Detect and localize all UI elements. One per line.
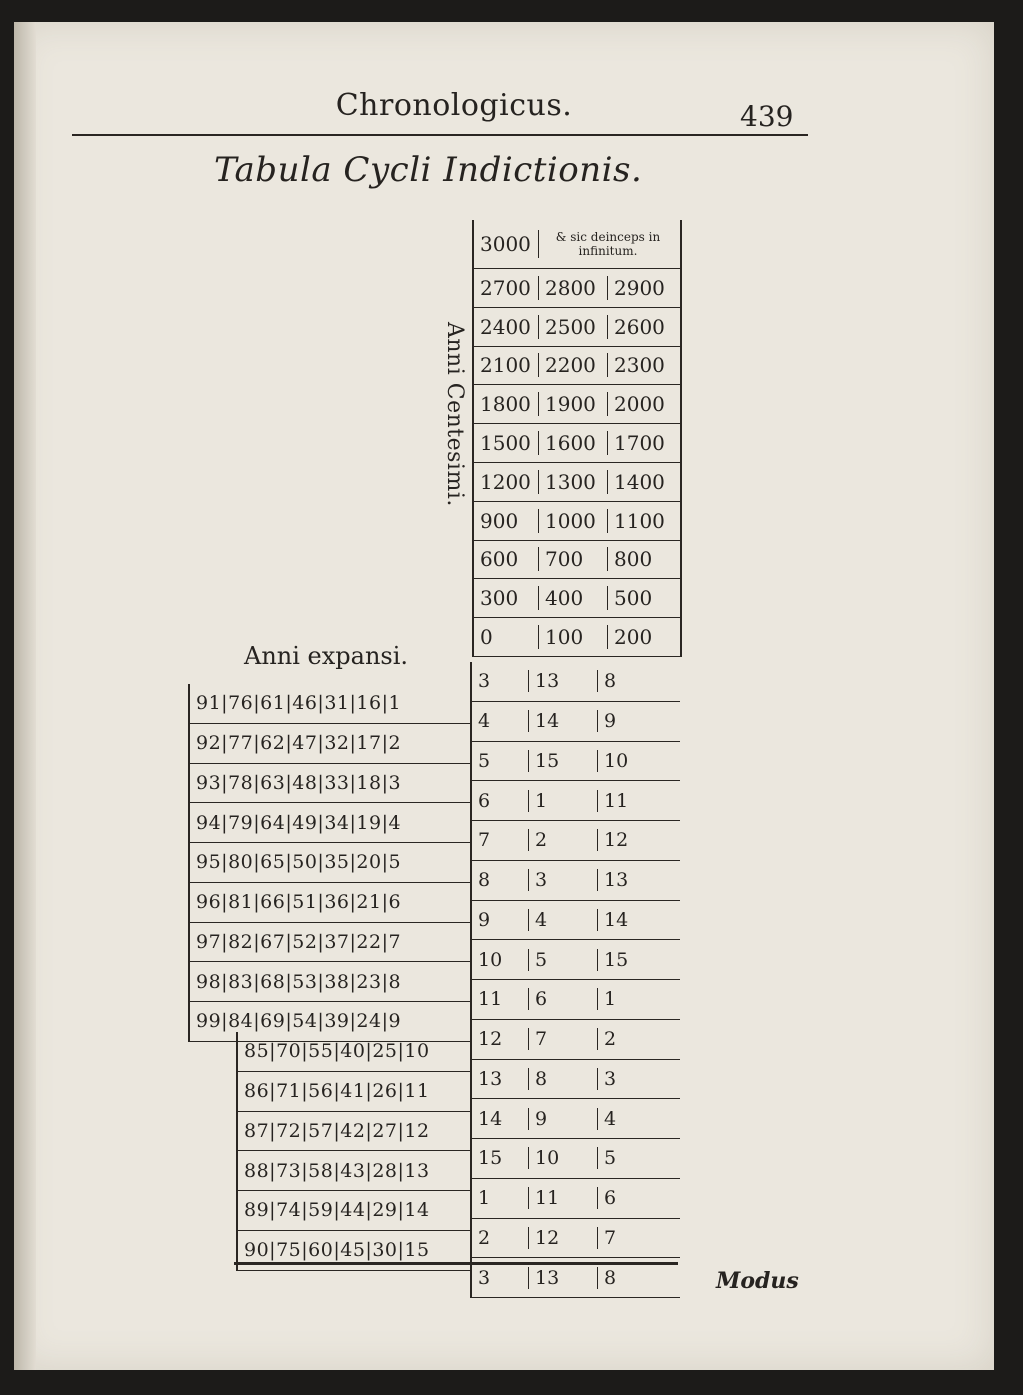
book-page [14,22,994,1370]
indiction-cell: 10 [597,750,670,772]
centesimi-cell: 1900 [538,392,607,416]
centesimi-cell: 1000 [538,509,607,533]
centesimi-cell: 900 [480,508,519,533]
indiction-cell: 11 [478,988,503,1011]
expansi-row: 94|79|64|49|34|19|4 [188,803,470,843]
indiction-cell: 8 [528,1068,597,1090]
centesimi-cell: 2300 [607,353,680,377]
indiction-row [472,1060,680,1100]
centesimi-cell: 800 [607,547,680,571]
centesimi-cell: 2000 [607,392,680,416]
centesimi-cell: 1400 [607,470,680,494]
centesimi-cell: 1700 [607,431,680,455]
indiction-cell: 1 [478,1187,491,1210]
centesimi-cell: 2900 [607,276,680,300]
centesimi-cell: 400 [538,586,607,610]
indiction-cell: 6 [597,1187,670,1209]
indiction-cell: 11 [597,790,670,812]
centesimi-cell: 600 [480,547,519,572]
table-title: Tabula Cycli Indictionis. [214,150,643,190]
indiction-row [472,901,680,941]
indiction-cell: 8 [597,670,670,692]
indiction-cell: 7 [478,829,491,852]
table-bottom-rule [234,1262,678,1265]
expansi-row: 96|81|66|51|36|21|6 [188,883,470,923]
indiction-row [472,980,680,1020]
centesimi-label: Anni Centesimi. [442,322,467,507]
expansi-row: 97|82|67|52|37|22|7 [188,923,470,963]
centesimi-row [474,579,680,618]
indiction-cell: 4 [597,1108,670,1130]
centesimi-row [474,385,680,424]
centesimi-first-row [474,220,680,269]
indiction-cell: 6 [478,789,491,812]
centesimi-cell: 2200 [538,353,607,377]
indiction-cell: 2 [478,1226,491,1249]
expansi-row: 98|83|68|53|38|23|8 [188,962,470,1002]
running-head: Chronologicus. [335,88,573,123]
centesimi-cell: 2400 [480,314,531,339]
centesimi-row [474,269,680,308]
indiction-cell: 4 [478,710,491,733]
header-rule [72,134,808,136]
catchword: Modus [716,1268,799,1294]
centesimi-cell: 0 [480,625,493,650]
indiction-cell: 5 [478,749,491,772]
indiction-cell: 10 [478,948,503,971]
centesimi-cell: 2600 [607,315,680,339]
indiction-row [472,1099,680,1139]
centesimi-cell: 1500 [480,431,531,456]
indiction-cell: 11 [528,1187,597,1209]
expansi-row: 87|72|57|42|27|12 [236,1112,470,1152]
indiction-cell: 1 [528,790,597,812]
centesimi-row [474,424,680,463]
centesimi-cell: 2500 [538,315,607,339]
indiction-cell: 8 [478,869,491,892]
expansi-row: 95|80|65|50|35|20|5 [188,843,470,883]
centesimi-cell: 200 [607,625,680,649]
indiction-row [472,781,680,821]
expansi-table-upper [188,684,470,1042]
centesimi-cell: 1800 [480,392,531,417]
indiction-cell: 14 [478,1107,503,1130]
indiction-row [472,940,680,980]
expansi-row: 91|76|61|46|31|16|1 [188,684,470,724]
indiction-cell: 4 [528,909,597,931]
indiction-cell: 14 [597,909,670,931]
indiction-cell: 9 [597,710,670,732]
expansi-row: 99|84|69|54|39|24|9 [188,1002,470,1042]
indiction-cell: 2 [597,1028,670,1050]
indiction-cell: 13 [478,1067,503,1090]
indiction-row [472,1139,680,1179]
expansi-row: 92|77|62|47|32|17|2 [188,724,470,764]
indiction-cell: 3 [597,1068,670,1090]
expansi-row: 89|74|59|44|29|14 [236,1191,470,1231]
indiction-row [472,702,680,742]
indiction-row [472,1219,680,1259]
indiction-row [472,821,680,861]
expansi-table-lower [236,1032,470,1271]
centesimi-cell: 300 [480,586,519,611]
centesimi-first-value: 3000 [480,232,531,256]
centesimi-cell: 2700 [480,275,531,300]
centesimi-row [474,463,680,502]
centesimi-row [474,308,680,347]
centesimi-row [474,502,680,541]
indiction-cell: 15 [528,750,597,772]
indiction-cell: 5 [528,949,597,971]
indiction-cell: 9 [528,1108,597,1130]
indiction-cell: 13 [528,670,597,692]
indiction-cell: 3 [478,670,491,693]
centesimi-cell: 500 [607,586,680,610]
expansi-row: 93|78|63|48|33|18|3 [188,764,470,804]
indiction-cell: 6 [528,988,597,1010]
indiction-cell: 2 [528,829,597,851]
centesimi-row [474,541,680,580]
indiction-cell: 12 [597,829,670,851]
indiction-row [472,1020,680,1060]
indiction-cell: 12 [528,1227,597,1249]
centesimi-cell: 700 [538,547,607,571]
indiction-cell: 1 [597,988,670,1010]
centesimi-cell: 1200 [480,469,531,494]
expansi-row: 86|71|56|41|26|11 [236,1072,470,1112]
expansi-label: Anni expansi. [244,642,409,670]
centesimi-table [472,220,682,657]
indiction-row [472,861,680,901]
indiction-cell: 7 [597,1227,670,1249]
indiction-cell: 15 [597,949,670,971]
centesimi-note: & sic deinceps in infinitum. [538,230,673,258]
indiction-cell: 3 [478,1266,491,1289]
centesimi-row [474,347,680,386]
indiction-cell: 13 [528,1267,597,1289]
indiction-cell: 5 [597,1147,670,1169]
centesimi-row [474,618,680,657]
indiction-cell: 12 [478,1028,503,1051]
indiction-cell: 15 [478,1147,503,1170]
centesimi-cell: 1300 [538,470,607,494]
indiction-cell: 7 [528,1028,597,1050]
indiction-cell: 10 [528,1147,597,1169]
expansi-row: 85|70|55|40|25|10 [236,1032,470,1072]
centesimi-cell: 2800 [538,276,607,300]
indiction-row [472,662,680,702]
indiction-cell: 14 [528,710,597,732]
expansi-row: 90|75|60|45|30|15 [236,1231,470,1271]
centesimi-cell: 100 [538,625,607,649]
indiction-cell: 9 [478,908,491,931]
centesimi-cell: 1100 [607,509,680,533]
centesimi-cell: 1600 [538,431,607,455]
page-gutter [14,22,36,1370]
indiction-cell: 8 [597,1267,670,1289]
centesimi-cell: 2100 [480,353,531,378]
page-number: 439 [740,100,794,133]
indiction-row [472,742,680,782]
indiction-table [470,662,680,1298]
indiction-row [472,1179,680,1219]
indiction-cell: 3 [528,869,597,891]
indiction-cell: 13 [597,869,670,891]
expansi-row: 88|73|58|43|28|13 [236,1151,470,1191]
